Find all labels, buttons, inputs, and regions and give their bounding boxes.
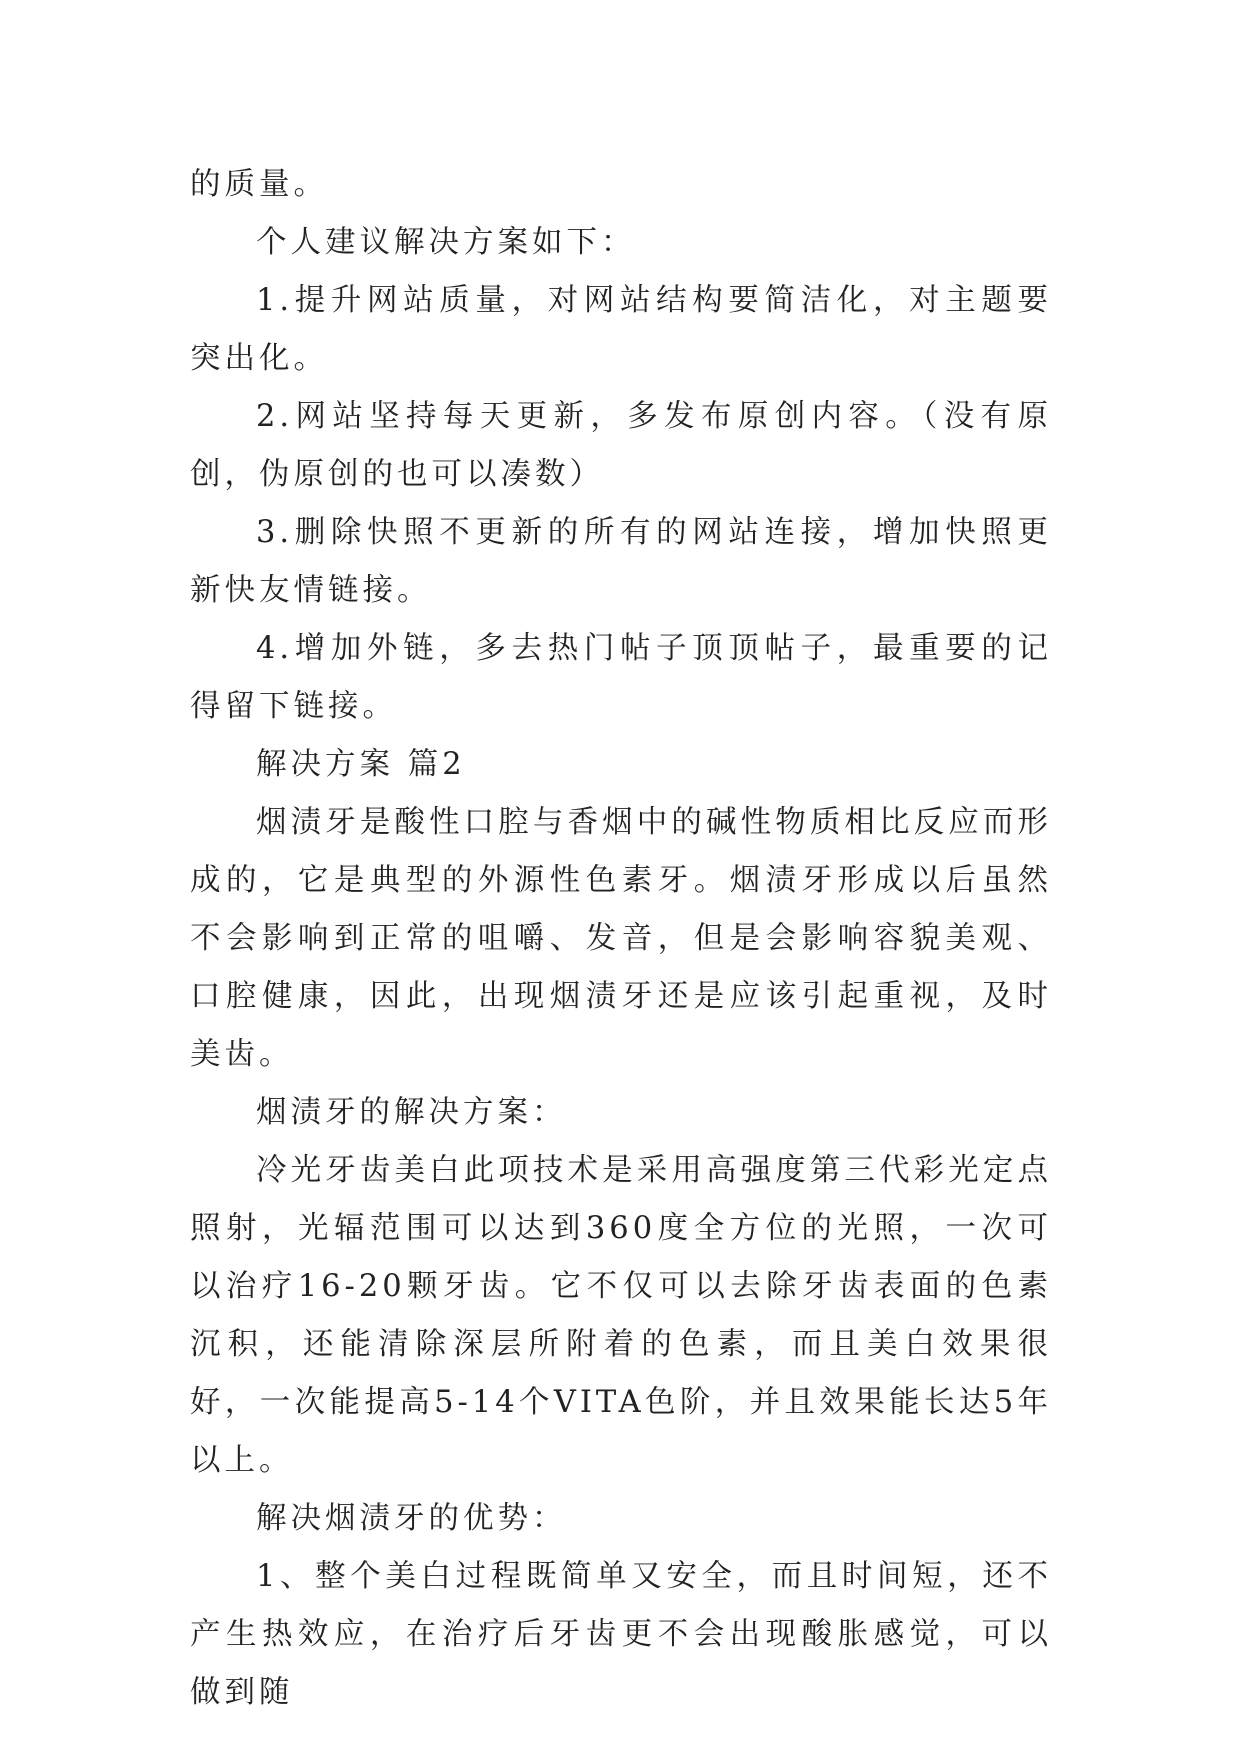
document-body: [190, 156, 1052, 1722]
section-heading-part-2: 解决方案 篇2: [256, 747, 466, 782]
paragraph-suggestion-2: 2.网站坚持每天更新，多发布原创内容。（没有原创，伪原创的也可以凑数）: [190, 399, 1052, 492]
paragraph-advantage-label: 解决烟渍牙的优势：: [256, 1501, 567, 1536]
paragraph-suggestion-intro: 个人建议解决方案如下：: [256, 225, 636, 260]
paragraph-stain-intro: 烟渍牙是酸性口腔与香烟中的碱性物质相比反应而形成的，它是典型的外源性色素牙。烟渍牙形成以后虽然不会影响到正常的咀嚼、发音，但是会影响容貌美观、口腔健康，因此，出现烟渍牙还是应该引起重视，及时美齿。: [190, 805, 1052, 1072]
paragraph-advantage-1: 1、整个美白过程既简单又安全，而且时间短，还不产生热效应，在治疗后牙齿更不会出现酸胀感觉，可以做到随: [190, 1559, 1052, 1710]
paragraph-cold-light: 冷光牙齿美白此项技术是采用高强度第三代彩光定点照射，光辐范围可以达到360度全方位的光照，一次可以治疗16-20颗牙齿。它不仅可以去除牙齿表面的色素沉积，还能清除深层所附着的色素，而且美白效果很好，一次能提高5-14个VITA色阶，并且效果能长达5年以上。: [190, 1153, 1052, 1478]
paragraph-suggestion-4: 4.增加外链，多去热门帖子顶顶帖子，最重要的记得留下链接。: [190, 631, 1052, 724]
paragraph-suggestion-3: 3.删除快照不更新的所有的网站连接，增加快照更新快友情链接。: [190, 515, 1052, 608]
paragraph-suggestion-1: 1.提升网站质量，对网站结构要简洁化，对主题要突出化。: [190, 283, 1052, 376]
paragraph-solution-label: 烟渍牙的解决方案：: [256, 1095, 567, 1130]
paragraph-quality-tail: 的质量。: [190, 167, 328, 202]
